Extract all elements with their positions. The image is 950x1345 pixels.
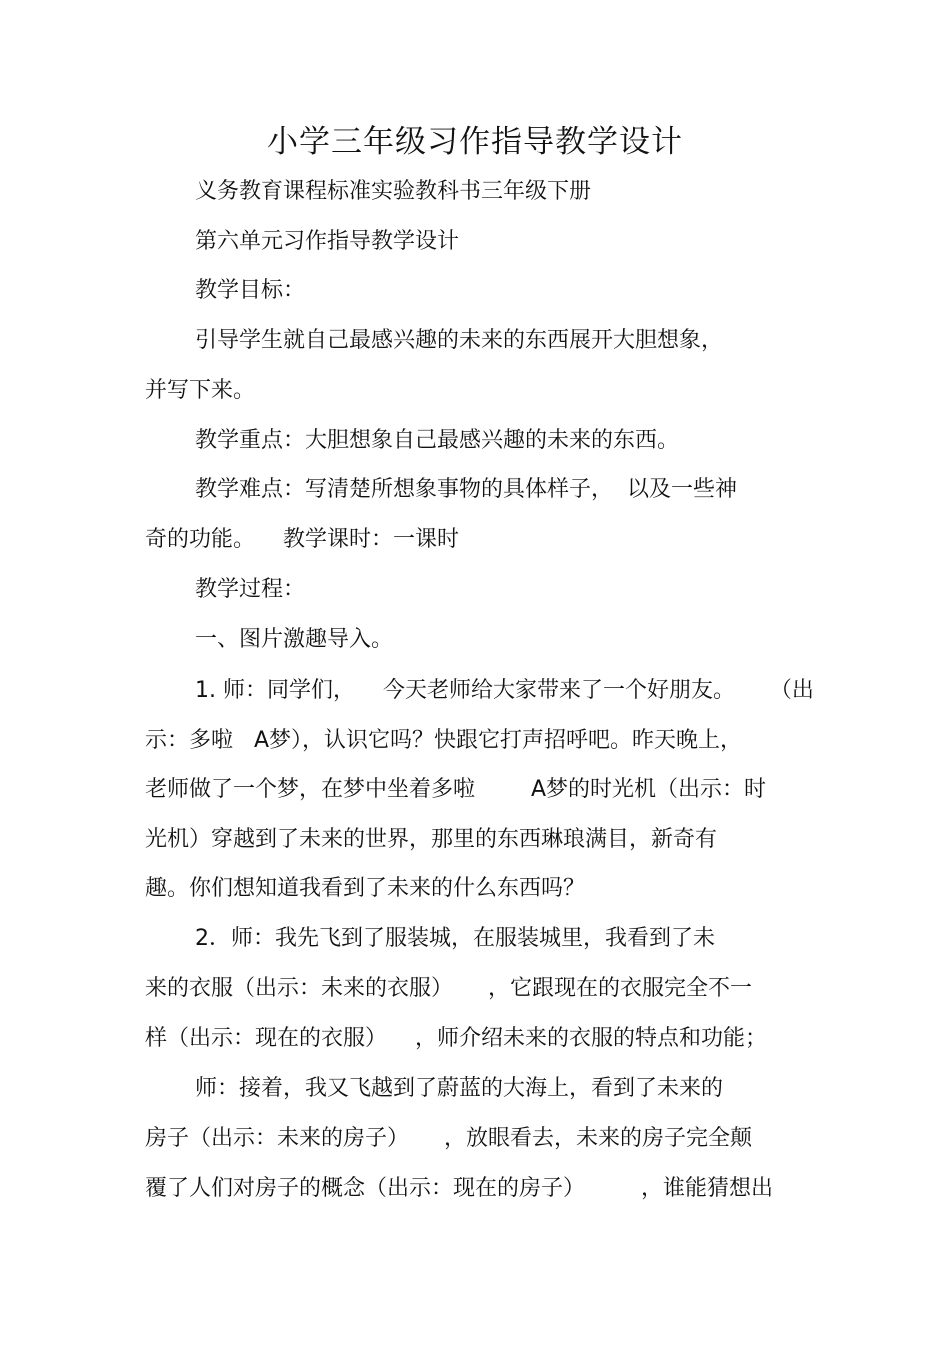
text-line: 光机）穿越到了未来的世界，那里的东西琳琅满目，新奇有: [145, 827, 718, 852]
textbook-subtitle: 义务教育课程标准实验教科书三年级下册: [195, 179, 592, 204]
text-line: 老师做了一个梦，在梦中坐着多啦 A梦的时光机（出示：时: [145, 777, 766, 802]
text-line: 师：接着，我又飞越到了蔚蓝的大海上，看到了未来的: [195, 1076, 724, 1101]
section-heading-goals: 教学目标：: [195, 278, 306, 303]
text-line: 样（出示：现在的衣服） ，师介绍未来的衣服的特点和功能；: [145, 1026, 767, 1051]
text-line: 2．师：我先飞到了服装城，在服装城里，我看到了未: [195, 926, 715, 951]
section-heading-process: 教学过程：: [195, 577, 306, 602]
text-line: 1. 师：同学们， 今天老师给大家带来了一个好朋友。 （出: [195, 678, 814, 703]
section-heading-step-one: 一、图片激趣导入。: [195, 627, 394, 652]
text-line: 教学难点：写清楚所想象事物的具体样子， 以及一些神: [195, 477, 737, 502]
document-title: 小学三年级习作指导教学设计: [267, 124, 683, 160]
text-line: 房子（出示：未来的房子） ，放眼看去，未来的房子完全颠: [145, 1126, 752, 1151]
text-line: 并写下来。: [145, 378, 256, 403]
text-line: 奇的功能。 教学课时：一课时: [145, 527, 459, 552]
text-line: 趣。你们想知道我看到了未来的什么东西吗？: [145, 876, 586, 901]
text-line: 来的衣服（出示：未来的衣服） ，它跟现在的衣服完全不一: [145, 976, 752, 1001]
unit-subtitle: 第六单元习作指导教学设计: [195, 229, 460, 254]
text-line: 引导学生就自己最感兴趣的未来的东西展开大胆想象，: [195, 328, 724, 353]
text-line: 教学重点：大胆想象自己最感兴趣的未来的东西。: [195, 428, 680, 453]
text-line: 示：多啦 A梦），认识它吗？快跟它打声招呼吧。昨天晚上，: [145, 728, 743, 753]
text-line: 覆了人们对房子的概念（出示：现在的房子） ，谁能猜想出: [145, 1176, 773, 1201]
